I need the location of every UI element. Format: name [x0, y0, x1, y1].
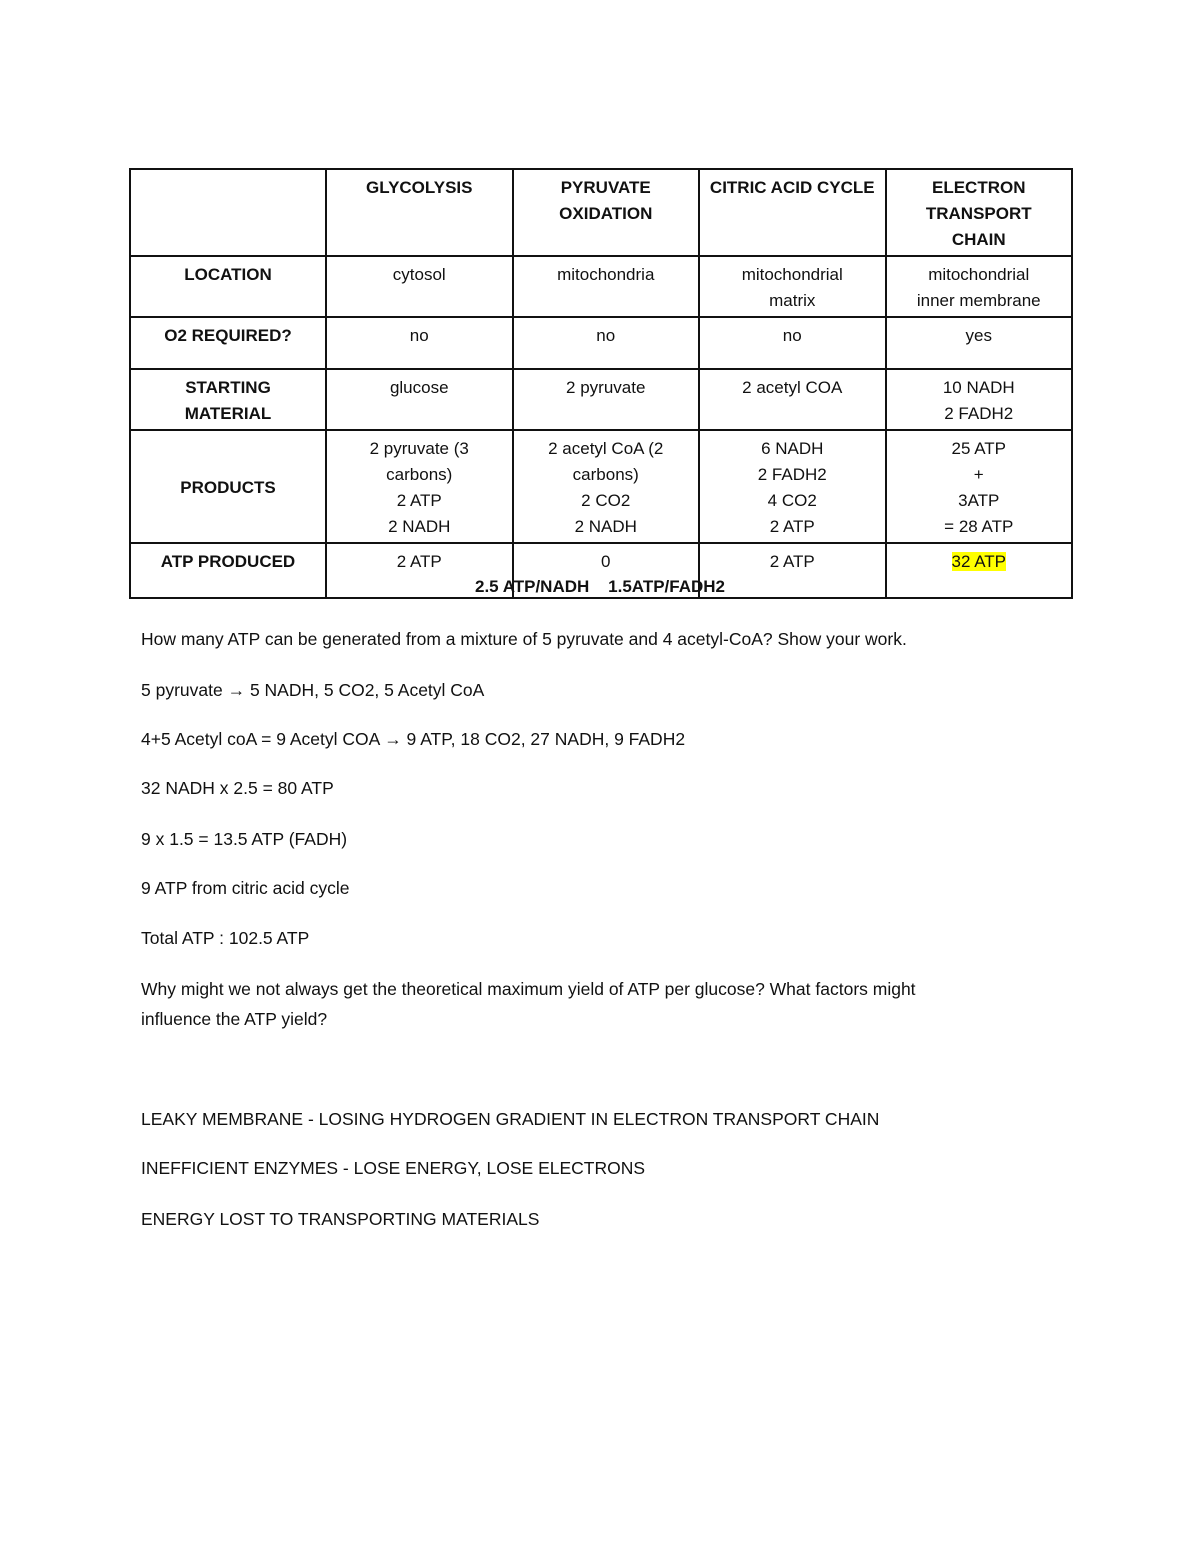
table-header-cell: GLYCOLYSIS	[326, 169, 513, 256]
work-line: 9 ATP from citric acid cycle	[141, 878, 350, 898]
table-header-cell: ELECTRON TRANSPORT CHAIN	[886, 169, 1073, 256]
table-cell: 25 ATP + 3ATP = 28 ATP	[886, 430, 1073, 543]
answer-line: ENERGY LOST TO TRANSPORTING MATERIALS	[141, 1209, 540, 1229]
atp-summary-table	[129, 168, 1073, 599]
question-1: How many ATP can be generated from a mixture of 5 pyruvate and 4 acetyl-CoA? Show your work.	[141, 629, 907, 649]
table-header-cell: CITRIC ACID CYCLE	[699, 169, 886, 256]
table-cell: 2 ATP	[699, 543, 886, 598]
answer-line: LEAKY MEMBRANE - LOSING HYDROGEN GRADIENT IN ELECTRON TRANSPORT CHAIN	[141, 1109, 880, 1129]
table-cell: 2 acetyl COA	[699, 369, 886, 430]
table-cell: mitochondria	[513, 256, 700, 317]
table-row	[130, 430, 1072, 543]
table-cell: 2 ATP	[326, 543, 513, 598]
table-cell: no	[326, 317, 513, 369]
table-cell: 10 NADH 2 FADH2	[886, 369, 1073, 430]
answer-line: INEFFICIENT ENZYMES - LOSE ENERGY, LOSE ELECTRONS	[141, 1158, 646, 1178]
row-label: O2 REQUIRED?	[130, 317, 326, 369]
table-row	[130, 369, 1072, 430]
row-label: LOCATION	[130, 256, 326, 317]
table-row	[130, 256, 1072, 317]
table-cell: mitochondrial matrix	[699, 256, 886, 317]
conversion-rates: 2.5 ATP/NADH 1.5ATP/FADH2	[474, 577, 725, 596]
table-row	[130, 317, 1072, 369]
question-2: Why might we not always get the theoretical maximum yield of ATP per glucose? What factors might influence the ATP yield?	[141, 979, 916, 1029]
table-cell: cytosol	[326, 256, 513, 317]
work-line: 32 NADH x 2.5 = 80 ATP	[141, 778, 334, 798]
table-cell: mitochondrial inner membrane	[886, 256, 1073, 317]
table-header-cell	[130, 169, 326, 256]
row-label: STARTING MATERIAL	[130, 369, 326, 430]
row-label: PRODUCTS	[130, 430, 326, 543]
total-line: Total ATP : 102.5 ATP	[141, 928, 310, 948]
table-cell: no	[513, 317, 700, 369]
table-header-cell: PYRUVATE OXIDATION	[513, 169, 700, 256]
row-label: ATP PRODUCED	[130, 543, 326, 598]
table-cell: no	[699, 317, 886, 369]
table-cell: 2 acetyl CoA (2 carbons) 2 CO2 2 NADH	[513, 430, 700, 543]
work-line: 9 x 1.5 = 13.5 ATP (FADH)	[141, 829, 348, 849]
table-cell: 6 NADH 2 FADH2 4 CO2 2 ATP	[699, 430, 886, 543]
table-cell: 2 pyruvate	[513, 369, 700, 430]
work-line: 5 pyruvate → 5 NADH, 5 CO2, 5 Acetyl CoA	[141, 680, 485, 700]
highlighted-total: 32 ATP	[951, 552, 1006, 571]
table-cell: 0	[513, 543, 700, 598]
table-cell: glucose	[326, 369, 513, 430]
work-line: 4+5 Acetyl coA = 9 Acetyl COA → 9 ATP, 18 CO2, 27 NADH, 9 FADH2	[141, 729, 686, 749]
table-cell: 2 pyruvate (3 carbons) 2 ATP 2 NADH	[326, 430, 513, 543]
table-header-row	[130, 169, 1072, 256]
table-cell: yes	[886, 317, 1073, 369]
